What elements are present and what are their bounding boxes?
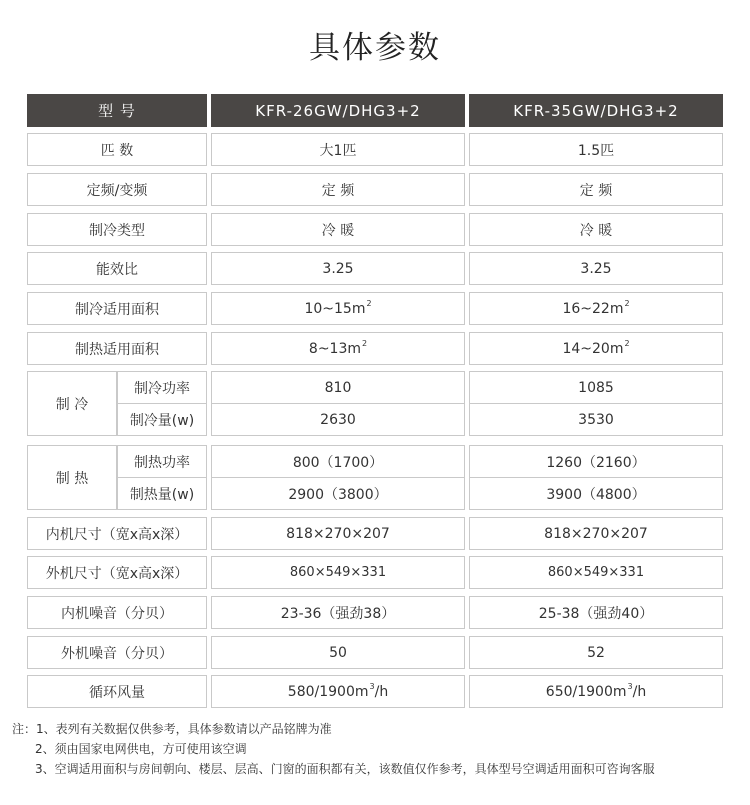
value-a: 860×549×331: [211, 556, 465, 589]
page-title: 具体参数: [309, 30, 441, 66]
value-b: 3900（4800）: [469, 477, 723, 510]
value-a: 580/1900m $^3$ /h: [211, 675, 465, 708]
header-label: 型 号: [27, 94, 207, 127]
row-label: 制冷适用面积: [27, 292, 207, 325]
header-model-b: KFR-35GW/DHG3+2: [469, 94, 723, 127]
value-b: 52: [469, 636, 723, 669]
sub-row-label: 制冷量(w): [117, 403, 207, 436]
note-line: 注：1、表列有关数据仅供参考，具体参数请以产品铭牌为准: [12, 722, 332, 736]
sub-row-label: 制冷功率: [117, 371, 207, 404]
note-line: 2、须由国家电网供电，方可使用该空调: [35, 742, 247, 756]
cooling-label: 制 冷: [27, 371, 117, 436]
value-b: 1260（2160）: [469, 445, 723, 478]
value-a: 2900（3800）: [211, 477, 465, 510]
value-a: 800（1700）: [211, 445, 465, 478]
notes: [12, 719, 655, 779]
value-a: 冷 暖: [211, 213, 465, 246]
row-label: 匹 数: [27, 133, 207, 166]
header-model-a: KFR-26GW/DHG3+2: [211, 94, 465, 127]
value-a: 810: [211, 371, 465, 404]
value-a: 10~15m $^2$: [211, 292, 465, 325]
value-b: 定 频: [469, 173, 723, 206]
row-label: 制冷类型: [27, 213, 207, 246]
value-b: 冷 暖: [469, 213, 723, 246]
value-b: 1.5匹: [469, 133, 723, 166]
value-b: 14~20m $^2$: [469, 332, 723, 365]
row-label: 内机尺寸（宽x高x深）: [27, 517, 207, 550]
row-label: 外机尺寸（宽x高x深）: [27, 556, 207, 589]
row-label: 内机噪音（分贝）: [27, 596, 207, 629]
heating-label: 制 热: [27, 445, 117, 510]
row-label: 循环风量: [27, 675, 207, 708]
sub-row-label: 制热量(w): [117, 477, 207, 510]
value-a: 大1匹: [211, 133, 465, 166]
value-a: 3.25: [211, 252, 465, 285]
value-b: 860×549×331: [469, 556, 723, 589]
value-a: 定 频: [211, 173, 465, 206]
value-b: 818×270×207: [469, 517, 723, 550]
row-label: 制热适用面积: [27, 332, 207, 365]
row-label: 能效比: [27, 252, 207, 285]
value-a: 818×270×207: [211, 517, 465, 550]
value-b: 650/1900m $^3$ /h: [469, 675, 723, 708]
value-b: 1085: [469, 371, 723, 404]
value-b: 3530: [469, 403, 723, 436]
value-a: 50: [211, 636, 465, 669]
row-label: 外机噪音（分贝）: [27, 636, 207, 669]
note-line: 3、空调适用面积与房间朝向、楼层、层高、门窗的面积都有关，该数值仅作参考，具体型号空调适用面积可咨询客服: [35, 762, 655, 776]
value-b: 25-38（强劲40）: [469, 596, 723, 629]
value-b: 16~22m $^2$: [469, 292, 723, 325]
sub-row-label: 制热功率: [117, 445, 207, 478]
row-label: 定频/变频: [27, 173, 207, 206]
value-b: 3.25: [469, 252, 723, 285]
value-a: 8~13m $^2$: [211, 332, 465, 365]
value-a: 2630: [211, 403, 465, 436]
value-a: 23-36（强劲38）: [211, 596, 465, 629]
